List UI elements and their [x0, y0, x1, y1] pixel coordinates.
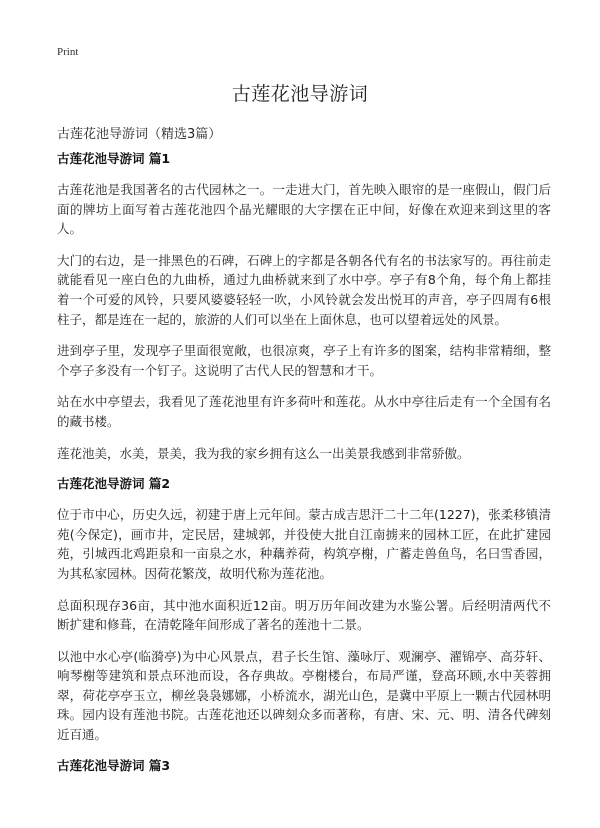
paragraph: 位于市中心，历史久远，初建于唐上元年间。蒙古成吉思汗二十二年(1227)，张柔移镇清苑(今保定)，画市井，定民居，建城郭，并役使大批自江南掳来的园林工匠，在此扩建园苑，引城西北鸡距泉和一亩泉之水，种藕养荷，构筑亭榭，广蓄走兽鱼鸟，名曰雪香园，为其私家园林。因荷花繁茂，故明代称为莲花池。	[57, 507, 551, 581]
section-heading: 古莲花池导游词 篇1	[57, 151, 171, 166]
document-subtitle: 古莲花池导游词（精选3篇）	[57, 127, 222, 142]
print-link[interactable]: Print	[57, 46, 79, 58]
paragraph: 站在水中亭望去，我看见了莲花池里有许多荷叶和莲花。从水中亭往后走有一个全国有名的藏书楼。	[57, 394, 551, 429]
article-body	[57, 150, 551, 787]
paragraph: 大门的右边，是一排黑色的石碑，石碑上的字都是各朝各代有名的书法家写的。再往前走就能看见一座白色的九曲桥，通过九曲桥就来到了水中亭。亭子有8个角，每个角上都挂着一个可爱的风铃，只要风婆婆轻轻一吹，小风铃就会发出悦耳的声音，亭子四周有6根柱子，都是连在一起的，旅游的人们可以坐在上面休息，也可以望着远处的风景。	[57, 252, 551, 327]
section-heading: 古莲花池导游词 篇3	[57, 757, 171, 773]
paragraph: 总面积现存36亩，其中池水面积近12亩。明万历年间改建为水鉴公署。后经明清两代不断扩建和修葺，在清乾隆年间形成了著名的莲池十二景。	[57, 597, 551, 633]
paragraph: 以池中水心亭(临漪亭)为中心风景点，君子长生馆、藻咏厅、观澜亭、濯锦亭、高芬轩、响琴榭等建筑和景点环池而设，各存典故。亭榭楼台，布局严谨，登高环顾,水中芙蓉拥翠，荷花亭亭玉立，柳丝袅袅娜娜，小桥流水，湖光山色，是冀中平原上一颗古代园林明珠。园内设有莲池书院。古莲花池还以碑刻众多而著称，有唐、宋、元、明、清各代碑刻近百通。	[57, 648, 551, 743]
paragraph: 古莲花池是我国著名的古代园林之一。一走进大门，首先映入眼帘的是一座假山，假门后面的牌坊上面写着古莲花池四个晶光耀眼的大字摆在正中间，好像在欢迎来到这里的客人。	[57, 182, 551, 237]
page-title: 古莲花池导游词	[231, 83, 369, 105]
paragraph: 莲花池美，水美，景美，我为我的家乡拥有这么一出美景我感到非常骄傲。	[57, 445, 470, 461]
section-heading: 古莲花池导游词 篇2	[57, 476, 171, 492]
paragraph: 进到亭子里，发现亭子里面很宽敞，也很凉爽，亭子上有许多的图案，结构非常精细，整个亭子多没有一个钉子。这说明了古代人民的智慧和才干。	[57, 343, 551, 378]
